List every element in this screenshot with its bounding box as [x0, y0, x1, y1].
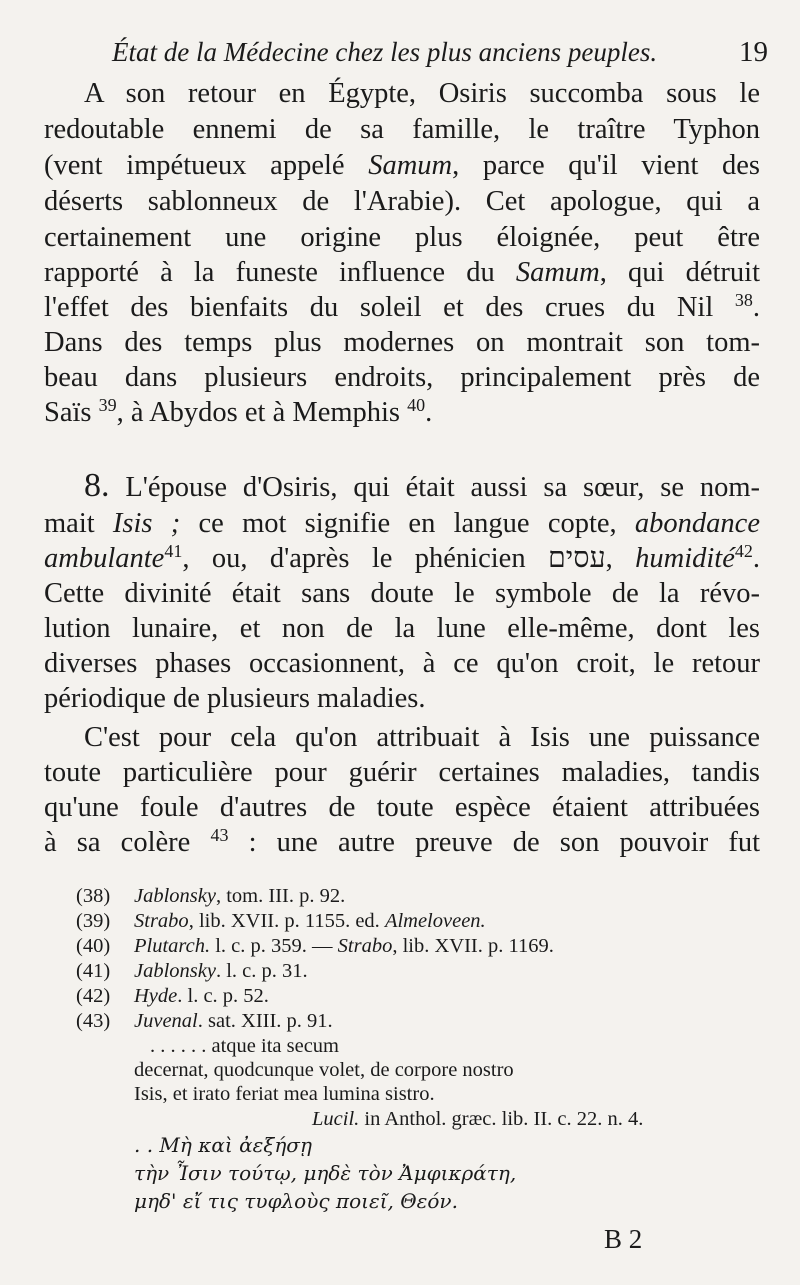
footnote: (41) Jablonsky. l. c. p. 31.	[76, 960, 308, 982]
greek-line: τὴν Ἶσιν τούτῳ, μηδὲ τὸν Ἀμφικράτη,	[134, 1161, 517, 1185]
text-line: redoutable ennemi de sa famille, le traître Typhon	[44, 114, 760, 145]
text-line: A son retour en Égypte, Osiris succomba sous le	[84, 78, 760, 109]
footnote-ref: 39	[98, 395, 117, 415]
quote-line: . . . . . . atque ita secum	[150, 1035, 340, 1057]
text-line: périodique de plusieurs maladies.	[44, 683, 426, 714]
footnote-ref: 40	[407, 395, 426, 415]
footnote: (38) Jablonsky, tom. III. p. 92.	[76, 885, 346, 907]
footnote: (40) Plutarch. l. c. p. 359. — Strabo, lib. XVII. p. 1169.	[76, 935, 554, 957]
text-line: beau dans plusieurs endroits, principalement près de	[44, 362, 760, 393]
text-line: l'effet des bienfaits du soleil et des crues du Nil $^{38}$.	[44, 290, 760, 323]
footnote-ref: 42	[734, 541, 753, 561]
footnote-ref: 38	[734, 290, 753, 310]
text-line: mait Isis ; ce mot signifie en langue copte, abondance	[44, 508, 760, 539]
text-line: Dans des temps plus modernes on montrait son tom-	[44, 327, 760, 358]
text-line: toute particulière pour guérir certaines maladies, tandis	[44, 757, 760, 788]
quote-line: Isis, et irato feriat mea lumina sistro.	[134, 1083, 435, 1105]
text-line: qu'une foule d'autres de toute espèce étaient attribuées	[44, 792, 760, 823]
running-title: État de la Médecine chez les plus anciens peuples.	[112, 37, 658, 67]
text-line: ambulante$^{41}$, ou, d'après le phénicien עסים, humidité$^{42}$.	[44, 541, 760, 574]
signature-mark: B 2	[604, 1224, 643, 1254]
text-line: Cette divinité était sans doute le symbole de la révo-	[44, 578, 760, 609]
text-line: à sa colère $^{43}$ : une autre preuve de son pouvoir fut	[44, 825, 761, 858]
text-line: (vent impétueux appelé Samum, parce qu'il vient des	[44, 150, 761, 181]
text-line: C'est pour cela qu'on attribuait à Isis une puissance	[84, 722, 760, 753]
text-line: rapporté à la funeste influence du Samum, qui détruit	[44, 257, 760, 288]
footnote: (39) Strabo, lib. XVII. p. 1155. ed. Almeloveen.	[76, 910, 486, 932]
footnote-ref: 43	[210, 825, 229, 845]
text-line: lution lunaire, et non de la lune elle-même, dont les	[44, 613, 760, 644]
text-line: diverses phases occasionnent, à ce qu'on croit, le retour	[44, 648, 760, 679]
page-number: 19	[739, 36, 768, 68]
greek-line: . . Μὴ καὶ ἀεξήσῃ	[134, 1133, 312, 1157]
running-header	[112, 32, 768, 72]
section-number: 8.	[84, 467, 110, 504]
greek-line: μηδ' εἴ τις τυφλοὺς ποιεῖ, Θεόν.	[134, 1189, 458, 1213]
quote-line: decernat, quodcunque volet, de corpore nostro	[134, 1059, 514, 1081]
text-line: certainement une origine plus éloignée, peut être	[44, 222, 760, 253]
quote-citation: Lucil. in Anthol. græc. lib. II. c. 22. n. 4.	[312, 1108, 644, 1130]
text-line: déserts sablonneux de l'Arabie). Cet apologue, qui a	[44, 186, 760, 217]
footnote: (42) Hyde. l. c. p. 52.	[76, 985, 269, 1007]
footnote: (43) Juvenal. sat. XIII. p. 91.	[76, 1010, 333, 1032]
text-line: Saïs $^{39}$, à Abydos et à Memphis $^{40}$.	[44, 395, 433, 428]
footnote-ref: 41	[164, 541, 183, 561]
section-first-line: 8. L'épouse d'Osiris, qui était aussi sa sœur, se nom-	[84, 467, 760, 504]
